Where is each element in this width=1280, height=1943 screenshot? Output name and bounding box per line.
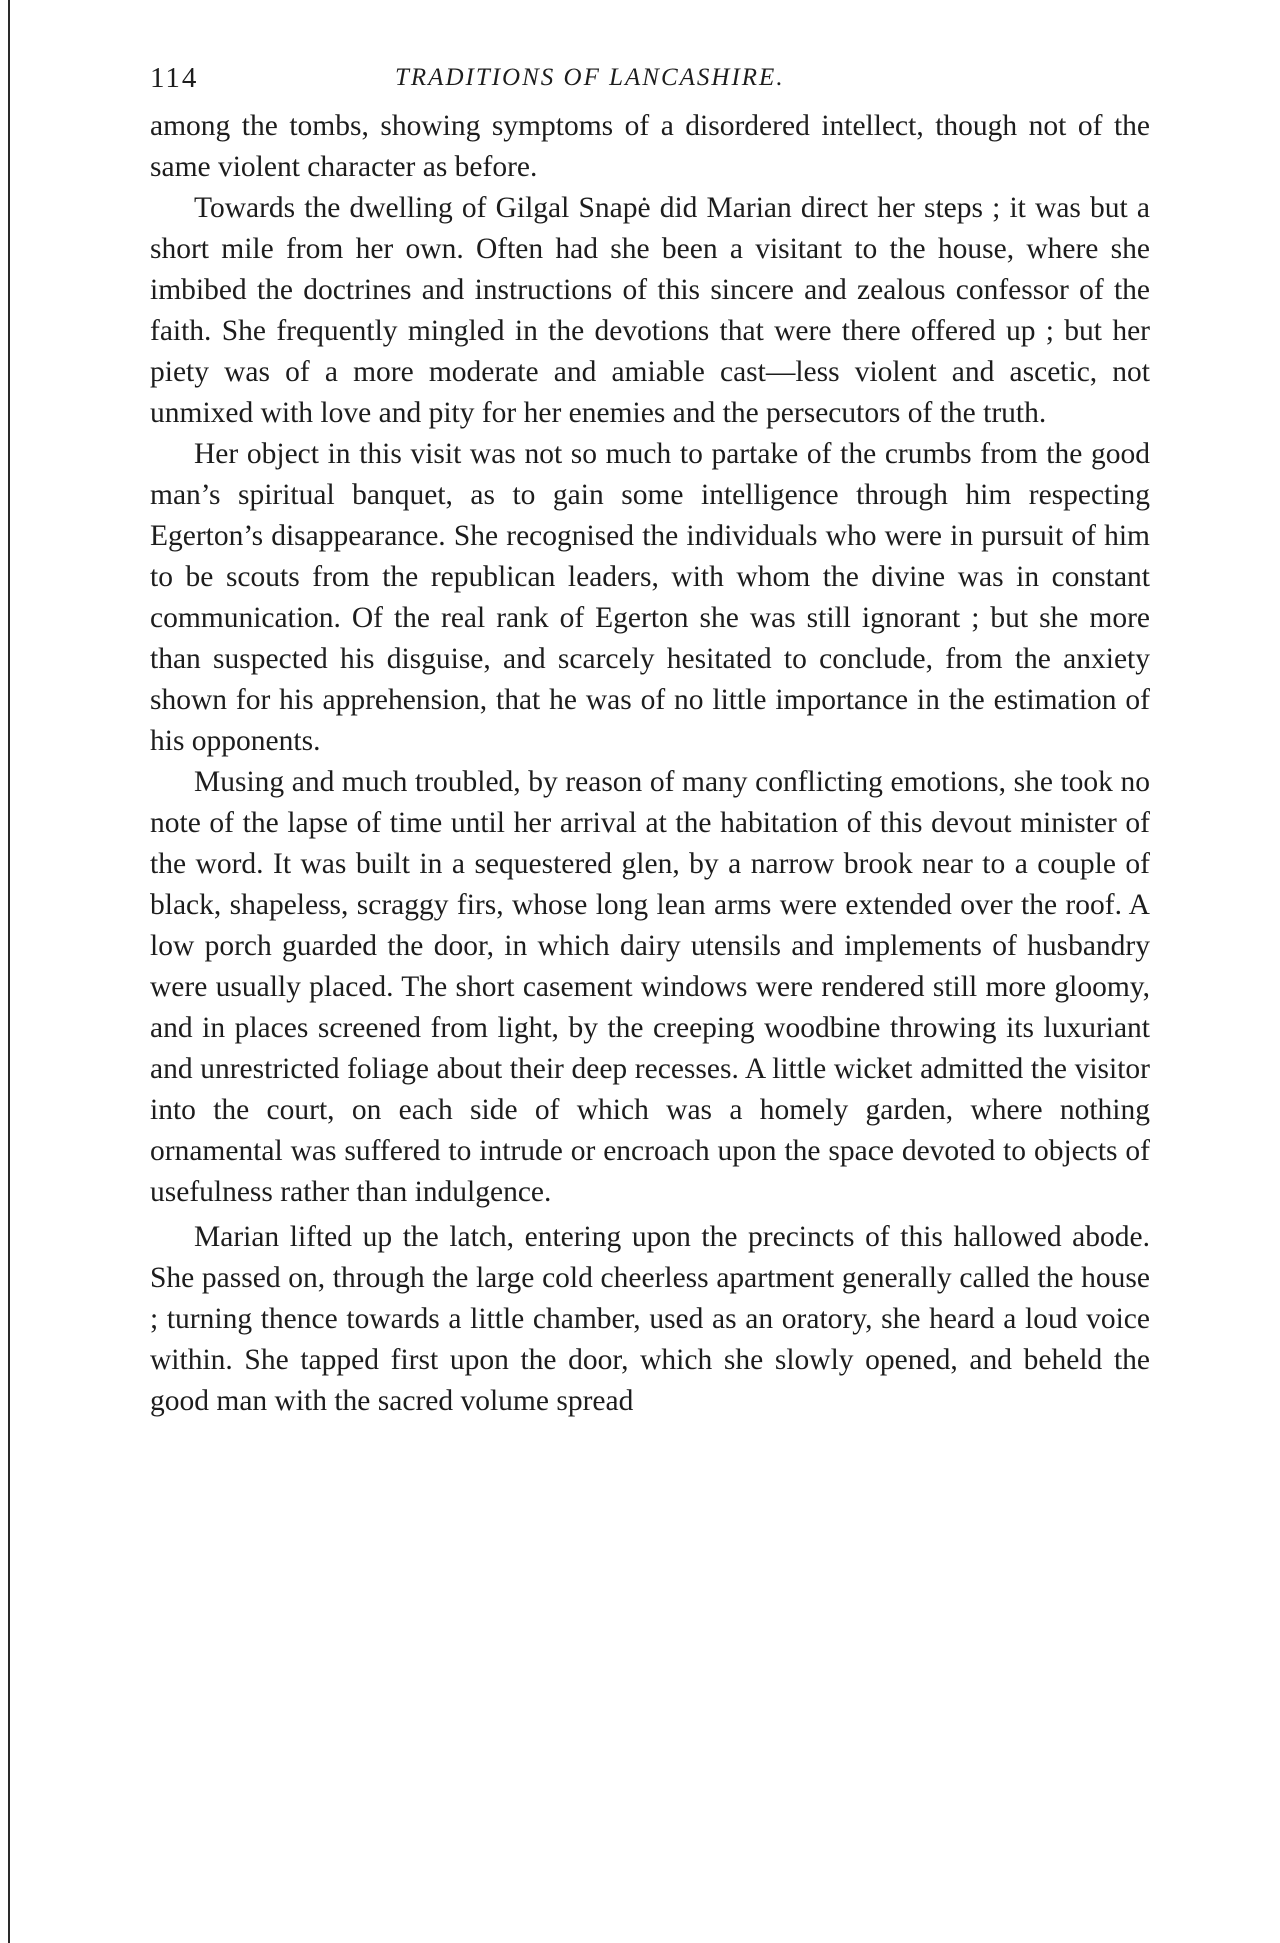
page-number: 114 [150, 62, 199, 94]
book-page [150, 62, 1150, 1422]
paragraph: Towards the dwelling of Gilgal Snapė did Marian direct her steps ; it was but a short mile from her own. Often had she been a visitant to the house, where she imbibed the doctrines and instructions of this sincere and zealous confessor of the faith. She frequently mingled in the devotions that were there offered up ; but her piety was of a more moderate and amiable cast—less violent and ascetic, not unmixed with love and pity for her enemies and the persecutors of the truth. [150, 192, 1150, 429]
paragraph: Musing and much troubled, by reason of many conflicting emotions, she took no note of the lapse of time until her arrival at the habitation of this devout minister of the word. It was built in a sequestered glen, by a narrow brook near to a couple of black, shapeless, scraggy firs, whose long lean arms were extended over the roof. A low porch guarded the door, in which dairy utensils and implements of husbandry were usually placed. The short casement windows were rendered still more gloomy, and in places screened from light, by the creeping woodbine throwing its luxuriant and unrestricted foliage about their deep recesses. A little wicket admitted the visitor into the court, on each side of which was a homely garden, where nothing ornamental was suffered to intrude or encroach upon the space devoted to objects of usefulness rather than indulgence. [150, 766, 1150, 1208]
body-text [150, 106, 1150, 1422]
page-binding-edge [8, 0, 10, 1943]
paragraph: Marian lifted up the latch, entering upon the precincts of this hallowed abode. She passed on, through the large cold cheerless apartment generally called the house ; turning thence towards a little chamber, used as an oratory, she heard a loud voice within. She tapped first upon the door, which she slowly opened, and beheld the good man with the sacred volume spread [150, 1221, 1150, 1417]
page-header [150, 62, 1150, 106]
paragraph-continuation: among the tombs, showing symptoms of a disordered intellect, though not of the same violent character as before. [150, 110, 1150, 183]
running-head: TRADITIONS OF LANCASHIRE. [395, 64, 785, 91]
paragraph: Her object in this visit was not so much to partake of the crumbs from the good man’s spiritual banquet, as to gain some intelligence through him respecting Egerton’s disappearance. She recognised the individuals who were in pursuit of him to be scouts from the republican leaders, with whom the divine was in constant communication. Of the real rank of Egerton she was still ignorant ; but she more than suspected his disguise, and scarcely hesitated to conclude, from the anxiety shown for his apprehension, that he was of no little importance in the estimation of his opponents. [150, 438, 1150, 757]
